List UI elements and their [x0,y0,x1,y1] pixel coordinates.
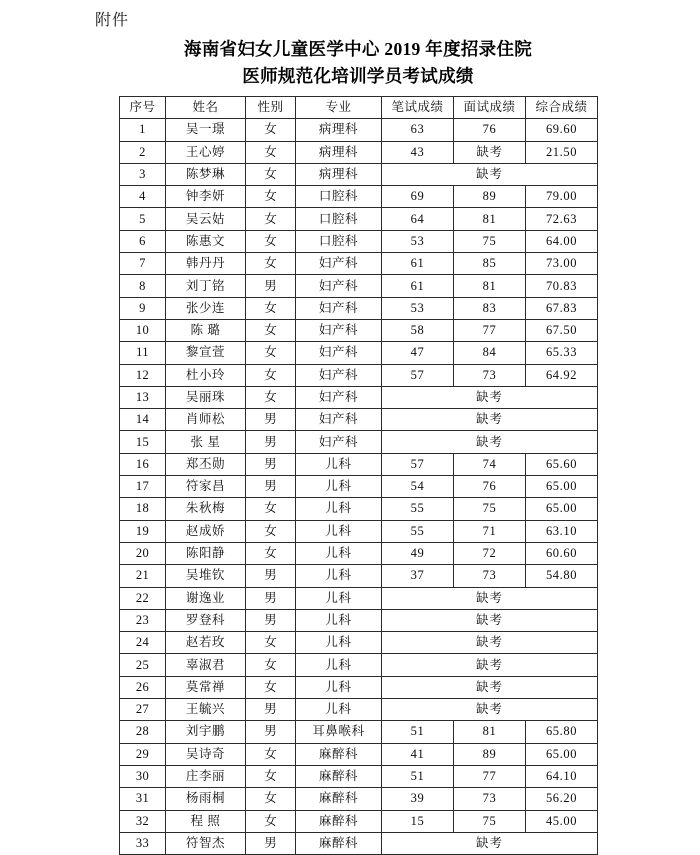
cell-sex: 男 [246,275,296,297]
cell-interview: 73 [454,788,526,810]
cell-sex: 女 [246,253,296,275]
cell-total: 65.33 [526,342,598,364]
cell-name: 杜小玲 [166,364,246,386]
cell-name: 吴丽珠 [166,386,246,408]
cell-interview: 缺考 [454,141,526,163]
cell-name: 陈阳静 [166,542,246,564]
table-row [120,565,598,587]
table-row [120,186,598,208]
cell-written: 15 [382,810,454,832]
cell-name: 王毓兴 [166,699,246,721]
cell-seq: 24 [120,632,166,654]
table-row [120,743,598,765]
cell-seq: 27 [120,699,166,721]
cell-name: 符家昌 [166,476,246,498]
attachment-label: 附件 [95,12,130,29]
table-row [120,163,598,185]
table-row [120,208,598,230]
cell-absent-merged: 缺考 [382,609,598,631]
cell-written: 51 [382,765,454,787]
cell-interview: 89 [454,186,526,208]
cell-total: 56.20 [526,788,598,810]
cell-name: 程 照 [166,810,246,832]
table-row [120,364,598,386]
cell-seq: 8 [120,275,166,297]
cell-total: 65.00 [526,476,598,498]
cell-sex: 男 [246,609,296,631]
cell-seq: 29 [120,743,166,765]
cell-major: 妇产科 [296,275,382,297]
cell-major: 耳鼻喉科 [296,721,382,743]
cell-major: 儿科 [296,676,382,698]
cell-written: 39 [382,788,454,810]
cell-major: 妇产科 [296,386,382,408]
cell-sex: 女 [246,364,296,386]
cell-sex: 女 [246,297,296,319]
cell-seq: 31 [120,788,166,810]
cell-written: 51 [382,721,454,743]
cell-major: 儿科 [296,699,382,721]
cell-seq: 19 [120,520,166,542]
cell-sex: 女 [246,654,296,676]
cell-major: 病理科 [296,141,382,163]
cell-interview: 85 [454,253,526,275]
cell-major: 病理科 [296,119,382,141]
table-row [120,765,598,787]
cell-sex: 女 [246,542,296,564]
cell-absent-merged: 缺考 [382,409,598,431]
cell-interview: 72 [454,542,526,564]
cell-name: 符智杰 [166,832,246,854]
cell-seq: 13 [120,386,166,408]
cell-absent-merged: 缺考 [382,163,598,185]
cell-total: 79.00 [526,186,598,208]
cell-total: 70.83 [526,275,598,297]
cell-sex: 女 [246,520,296,542]
cell-total: 67.83 [526,297,598,319]
cell-sex: 男 [246,453,296,475]
cell-seq: 18 [120,498,166,520]
cell-interview: 71 [454,520,526,542]
cell-interview: 81 [454,721,526,743]
cell-major: 妇产科 [296,297,382,319]
cell-interview: 77 [454,319,526,341]
cell-major: 妇产科 [296,253,382,275]
cell-name: 钟李妍 [166,186,246,208]
cell-major: 儿科 [296,565,382,587]
cell-total: 45.00 [526,810,598,832]
cell-sex: 女 [246,810,296,832]
table-row [120,721,598,743]
cell-sex: 男 [246,431,296,453]
table-row [120,386,598,408]
cell-sex: 女 [246,208,296,230]
cell-seq: 26 [120,676,166,698]
table-row [120,676,598,698]
table-row [120,476,598,498]
cell-sex: 男 [246,565,296,587]
cell-name: 陈梦琳 [166,163,246,185]
cell-seq: 16 [120,453,166,475]
cell-total: 64.00 [526,230,598,252]
cell-name: 吴堆钦 [166,565,246,587]
cell-sex: 女 [246,676,296,698]
cell-total: 65.00 [526,498,598,520]
cell-seq: 22 [120,587,166,609]
cell-name: 刘丁铭 [166,275,246,297]
cell-seq: 9 [120,297,166,319]
cell-major: 妇产科 [296,364,382,386]
cell-seq: 7 [120,253,166,275]
cell-total: 64.92 [526,364,598,386]
cell-total: 60.60 [526,542,598,564]
cell-interview: 83 [454,297,526,319]
cell-major: 麻醉科 [296,743,382,765]
table-row [120,409,598,431]
cell-interview: 75 [454,230,526,252]
column-header-total: 综合成绩 [526,97,598,119]
cell-major: 麻醉科 [296,765,382,787]
cell-written: 57 [382,453,454,475]
cell-name: 张 星 [166,431,246,453]
cell-name: 陈惠文 [166,230,246,252]
cell-name: 莫常禅 [166,676,246,698]
cell-name: 肖师松 [166,409,246,431]
cell-absent-merged: 缺考 [382,386,598,408]
cell-interview: 75 [454,498,526,520]
cell-name: 王心婷 [166,141,246,163]
column-header-seq: 序号 [120,97,166,119]
cell-written: 54 [382,476,454,498]
column-header-name: 姓名 [166,97,246,119]
cell-major: 妇产科 [296,319,382,341]
table-body [120,119,598,855]
cell-major: 儿科 [296,520,382,542]
cell-major: 儿科 [296,632,382,654]
cell-interview: 81 [454,275,526,297]
cell-seq: 6 [120,230,166,252]
cell-total: 72.63 [526,208,598,230]
cell-total: 65.80 [526,721,598,743]
cell-major: 妇产科 [296,431,382,453]
cell-interview: 76 [454,119,526,141]
table-row [120,699,598,721]
cell-total: 65.60 [526,453,598,475]
cell-major: 口腔科 [296,230,382,252]
cell-interview: 73 [454,364,526,386]
cell-absent-merged: 缺考 [382,431,598,453]
cell-major: 麻醉科 [296,788,382,810]
cell-written: 55 [382,520,454,542]
cell-written: 55 [382,498,454,520]
column-header-major: 专业 [296,97,382,119]
table-row [120,342,598,364]
table-row [120,453,598,475]
cell-written: 58 [382,319,454,341]
cell-name: 吴云姑 [166,208,246,230]
cell-seq: 21 [120,565,166,587]
cell-interview: 73 [454,565,526,587]
cell-written: 53 [382,297,454,319]
cell-name: 朱秋梅 [166,498,246,520]
cell-sex: 女 [246,788,296,810]
cell-major: 口腔科 [296,208,382,230]
cell-seq: 3 [120,163,166,185]
cell-interview: 84 [454,342,526,364]
cell-sex: 女 [246,743,296,765]
cell-sex: 女 [246,186,296,208]
cell-written: 53 [382,230,454,252]
cell-written: 49 [382,542,454,564]
cell-total: 67.50 [526,319,598,341]
cell-seq: 12 [120,364,166,386]
cell-major: 儿科 [296,654,382,676]
cell-major: 妇产科 [296,342,382,364]
cell-name: 辜淑君 [166,654,246,676]
cell-written: 61 [382,253,454,275]
cell-seq: 30 [120,765,166,787]
page-title-line-2: 医师规范化培训学员考试成绩 [242,66,474,86]
cell-major: 妇产科 [296,409,382,431]
column-header-sex: 性别 [246,97,296,119]
cell-seq: 14 [120,409,166,431]
cell-sex: 女 [246,163,296,185]
cell-seq: 20 [120,542,166,564]
cell-total: 21.50 [526,141,598,163]
cell-interview: 74 [454,453,526,475]
cell-absent-merged: 缺考 [382,676,598,698]
cell-seq: 25 [120,654,166,676]
cell-total: 64.10 [526,765,598,787]
cell-seq: 10 [120,319,166,341]
cell-written: 61 [382,275,454,297]
cell-sex: 男 [246,721,296,743]
cell-absent-merged: 缺考 [382,654,598,676]
cell-seq: 32 [120,810,166,832]
table-row [120,654,598,676]
cell-absent-merged: 缺考 [382,587,598,609]
cell-sex: 女 [246,498,296,520]
cell-sex: 女 [246,141,296,163]
cell-total: 63.10 [526,520,598,542]
cell-sex: 男 [246,699,296,721]
cell-written: 69 [382,186,454,208]
cell-major: 儿科 [296,453,382,475]
cell-major: 儿科 [296,498,382,520]
cell-seq: 2 [120,141,166,163]
cell-major: 儿科 [296,609,382,631]
column-header-interview: 面试成绩 [454,97,526,119]
cell-sex: 男 [246,587,296,609]
table-row [120,119,598,141]
table-row [120,632,598,654]
cell-major: 麻醉科 [296,832,382,854]
page-title-line-1: 海南省妇女儿童医学中心 2019 年度招录住院 [183,39,533,59]
cell-written: 47 [382,342,454,364]
page-title [119,36,597,90]
cell-sex: 女 [246,119,296,141]
table-row [120,141,598,163]
cell-name: 韩丹丹 [166,253,246,275]
cell-major: 麻醉科 [296,810,382,832]
cell-name: 黎宣萱 [166,342,246,364]
table-row [120,431,598,453]
cell-total: 65.00 [526,743,598,765]
cell-name: 陈 璐 [166,319,246,341]
cell-sex: 男 [246,409,296,431]
table-row [120,319,598,341]
table-row [120,810,598,832]
table-row [120,498,598,520]
cell-seq: 11 [120,342,166,364]
cell-name: 罗登科 [166,609,246,631]
cell-name: 杨雨桐 [166,788,246,810]
cell-absent-merged: 缺考 [382,699,598,721]
table-row [120,297,598,319]
cell-major: 口腔科 [296,186,382,208]
cell-name: 赵成娇 [166,520,246,542]
cell-sex: 女 [246,632,296,654]
cell-name: 张少连 [166,297,246,319]
cell-major: 病理科 [296,163,382,185]
cell-sex: 女 [246,765,296,787]
cell-seq: 17 [120,476,166,498]
table-header-row [120,97,598,119]
cell-written: 63 [382,119,454,141]
table-row [120,542,598,564]
table-row [120,520,598,542]
cell-major: 儿科 [296,476,382,498]
cell-sex: 女 [246,386,296,408]
cell-sex: 男 [246,476,296,498]
cell-seq: 28 [120,721,166,743]
cell-name: 郑丕勋 [166,453,246,475]
cell-sex: 男 [246,832,296,854]
cell-interview: 81 [454,208,526,230]
column-header-written: 笔试成绩 [382,97,454,119]
cell-total: 73.00 [526,253,598,275]
cell-interview: 77 [454,765,526,787]
table-row [120,832,598,854]
cell-written: 37 [382,565,454,587]
cell-sex: 女 [246,230,296,252]
table-row [120,275,598,297]
cell-absent-merged: 缺考 [382,632,598,654]
cell-major: 儿科 [296,587,382,609]
cell-seq: 5 [120,208,166,230]
table-row [120,609,598,631]
cell-seq: 1 [120,119,166,141]
cell-name: 吴一璟 [166,119,246,141]
cell-name: 谢逸业 [166,587,246,609]
cell-interview: 89 [454,743,526,765]
cell-sex: 女 [246,319,296,341]
cell-name: 刘宇鹏 [166,721,246,743]
cell-written: 41 [382,743,454,765]
cell-sex: 女 [246,342,296,364]
exam-score-table [119,96,598,855]
cell-written: 64 [382,208,454,230]
table-row [120,587,598,609]
cell-seq: 33 [120,832,166,854]
cell-seq: 23 [120,609,166,631]
cell-interview: 76 [454,476,526,498]
cell-interview: 75 [454,810,526,832]
table-row [120,788,598,810]
cell-seq: 15 [120,431,166,453]
cell-total: 69.60 [526,119,598,141]
table-row [120,230,598,252]
table-row [120,253,598,275]
cell-written: 57 [382,364,454,386]
cell-name: 庄李丽 [166,765,246,787]
cell-absent-merged: 缺考 [382,832,598,854]
cell-written: 43 [382,141,454,163]
cell-name: 吴诗奇 [166,743,246,765]
cell-name: 赵若玫 [166,632,246,654]
cell-major: 儿科 [296,542,382,564]
cell-total: 54.80 [526,565,598,587]
cell-seq: 4 [120,186,166,208]
